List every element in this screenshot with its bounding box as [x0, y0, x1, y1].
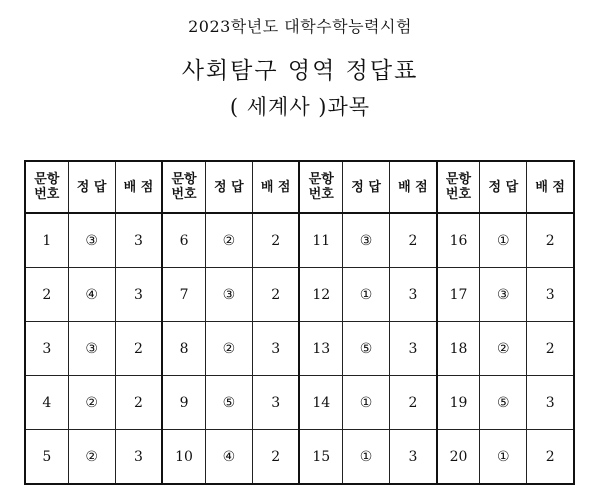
points-cell: 3: [390, 430, 437, 485]
question-number-cell: 12: [299, 268, 342, 322]
points-cell: 3: [115, 430, 162, 485]
answer-cell: ②: [68, 376, 115, 430]
header-answer: 정 답: [205, 161, 252, 213]
header-question-number: [25, 161, 68, 213]
question-number-cell: 3: [25, 322, 68, 376]
header-question-number-line2: 번호: [445, 187, 472, 202]
question-number-cell: 1: [25, 213, 68, 268]
answer-cell: ⑤: [205, 376, 252, 430]
header-question-number-line2: 번호: [34, 187, 60, 202]
header-answer: 정 답: [480, 161, 527, 213]
question-number-cell: 10: [162, 430, 205, 485]
points-cell: 3: [527, 376, 574, 430]
table-body: [25, 213, 574, 484]
points-cell: 3: [115, 268, 162, 322]
points-cell: 2: [252, 268, 299, 322]
answer-key-title: 사회탐구 영역 정답표: [181, 58, 419, 84]
answer-cell: ②: [480, 322, 527, 376]
header-question-number-line2: 번호: [308, 187, 334, 202]
answer-cell: ①: [343, 376, 390, 430]
answer-cell: ①: [343, 268, 390, 322]
points-cell: 2: [252, 213, 299, 268]
points-cell: 2: [527, 322, 574, 376]
header-question-number-line2: 번호: [171, 187, 197, 202]
header-question-number: [437, 161, 480, 213]
table-row: [25, 376, 574, 430]
header-question-number-line1: 문항: [171, 172, 197, 187]
question-number-cell: 20: [437, 430, 480, 485]
question-number-cell: 8: [162, 322, 205, 376]
answer-cell: ③: [68, 213, 115, 268]
answer-cell: ⑤: [480, 376, 527, 430]
points-cell: 2: [527, 430, 574, 485]
header-question-number-line1: 문항: [308, 172, 334, 187]
answer-cell: ③: [205, 268, 252, 322]
question-number-cell: 17: [437, 268, 480, 322]
points-cell: 3: [252, 376, 299, 430]
table-row: [25, 213, 574, 268]
question-number-cell: 7: [162, 268, 205, 322]
points-cell: 2: [115, 322, 162, 376]
table-header-row: [25, 161, 574, 213]
question-number-cell: 19: [437, 376, 480, 430]
points-cell: 2: [115, 376, 162, 430]
question-number-cell: 6: [162, 213, 205, 268]
question-number-cell: 11: [299, 213, 342, 268]
points-cell: 3: [390, 322, 437, 376]
header-answer: 정 답: [68, 161, 115, 213]
points-cell: 2: [252, 430, 299, 485]
question-number-cell: 9: [162, 376, 205, 430]
answer-cell: ③: [68, 322, 115, 376]
points-cell: 3: [527, 268, 574, 322]
answer-cell: ⑤: [343, 322, 390, 376]
header-points: 배 점: [390, 161, 437, 213]
question-number-cell: 2: [25, 268, 68, 322]
points-cell: 2: [390, 213, 437, 268]
answer-cell: ①: [480, 213, 527, 268]
table-row: [25, 430, 574, 485]
points-cell: 3: [115, 213, 162, 268]
header-points: 배 점: [527, 161, 574, 213]
header-points: 배 점: [115, 161, 162, 213]
answer-key-table: [24, 160, 575, 485]
answer-cell: ①: [480, 430, 527, 485]
question-number-cell: 14: [299, 376, 342, 430]
header-question-number: [162, 161, 205, 213]
question-number-cell: 15: [299, 430, 342, 485]
table-row: [25, 322, 574, 376]
points-cell: 3: [252, 322, 299, 376]
header-question-number-line1: 문항: [34, 172, 60, 187]
header-question-number-line1: 문항: [445, 172, 472, 187]
question-number-cell: 5: [25, 430, 68, 485]
points-cell: 2: [390, 376, 437, 430]
answer-cell: ②: [205, 322, 252, 376]
answer-cell: ④: [205, 430, 252, 485]
points-cell: 2: [527, 213, 574, 268]
subject-name: ( 세계사 )과목: [229, 95, 371, 119]
question-number-cell: 18: [437, 322, 480, 376]
answer-cell: ②: [68, 430, 115, 485]
question-number-cell: 16: [437, 213, 480, 268]
header-answer: 정 답: [343, 161, 390, 213]
question-number-cell: 13: [299, 322, 342, 376]
header-question-number: [299, 161, 342, 213]
answer-cell: ③: [343, 213, 390, 268]
answer-cell: ③: [480, 268, 527, 322]
table-row: [25, 268, 574, 322]
answer-cell: ①: [343, 430, 390, 485]
answer-cell: ④: [68, 268, 115, 322]
question-number-cell: 4: [25, 376, 68, 430]
answer-cell: ②: [205, 213, 252, 268]
points-cell: 3: [390, 268, 437, 322]
exam-year-title: 2023학년도 대학수학능력시험: [188, 17, 412, 36]
header-points: 배 점: [252, 161, 299, 213]
